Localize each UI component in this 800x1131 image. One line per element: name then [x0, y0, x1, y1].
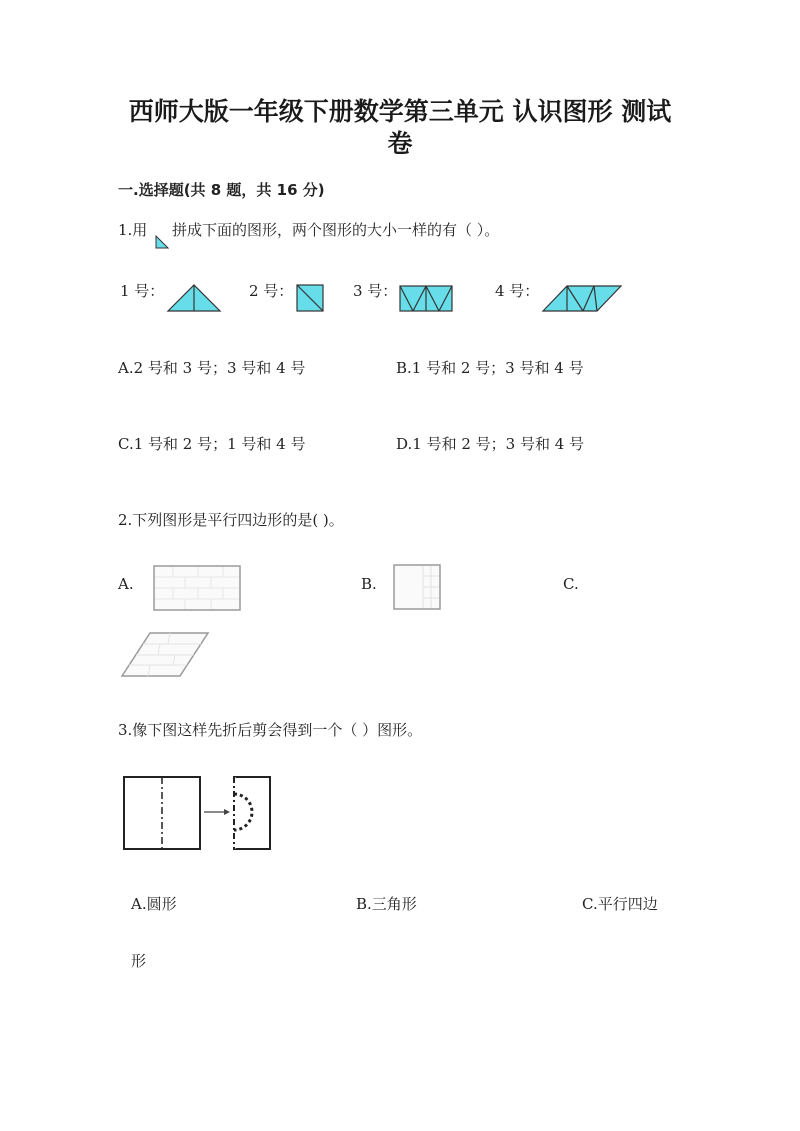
figure-3-rectangle [399, 285, 453, 312]
q3-fold-cut-diagram [122, 774, 274, 852]
q1-text-start: 1.用 [118, 221, 148, 239]
q2-figure-a-rectangle [153, 565, 241, 611]
small-triangle-icon [155, 235, 169, 249]
q3-option-c-wrap: 形 [131, 952, 147, 970]
q1-label-4: 4 号： [495, 282, 540, 300]
q1-label-2: 2 号： [249, 282, 294, 300]
figure-1-triangle [166, 283, 222, 313]
section-title: 一.选择题(共 8 题，共 16 分) [118, 181, 325, 199]
q1-label-1: 1 号： [120, 282, 165, 300]
q1-option-b[interactable]: B.1 号和 2 号；3 号和 4 号 [396, 359, 584, 377]
q1-option-c[interactable]: C.1 号和 2 号；1 号和 4 号 [118, 435, 306, 453]
q2-option-b[interactable]: B. [361, 575, 377, 593]
q1-option-a[interactable]: A.2 号和 3 号；3 号和 4 号 [118, 359, 306, 377]
q1-label-3: 3 号： [353, 282, 398, 300]
q1-text-end: 拼成下面的图形，两个图形的大小一样的有（ ）。 [172, 221, 500, 239]
q3-option-a[interactable]: A.圆形 [131, 895, 177, 913]
page-title-line1: 西师大版一年级下册数学第三单元 认识图形 测试 [128, 97, 672, 126]
figure-2-square [296, 284, 324, 312]
q3-option-b[interactable]: B.三角形 [356, 895, 417, 913]
q2-option-a[interactable]: A. [118, 575, 134, 593]
q2-figure-c-parallelogram [120, 631, 210, 678]
q2-option-c[interactable]: C. [563, 575, 579, 593]
page-title-line2: 卷 [387, 129, 413, 158]
q3-text: 3.像下图这样先折后剪会得到一个（ ）图形。 [118, 721, 423, 739]
q1-option-d[interactable]: D.1 号和 2 号；3 号和 4 号 [396, 435, 585, 453]
q2-figure-b-square [393, 564, 441, 610]
q3-option-c[interactable]: C.平行四边 [582, 895, 658, 913]
page-title [120, 96, 680, 160]
figure-4-parallelogram [541, 285, 623, 312]
q2-text: 2.下列图形是平行四边形的是( )。 [118, 511, 344, 529]
